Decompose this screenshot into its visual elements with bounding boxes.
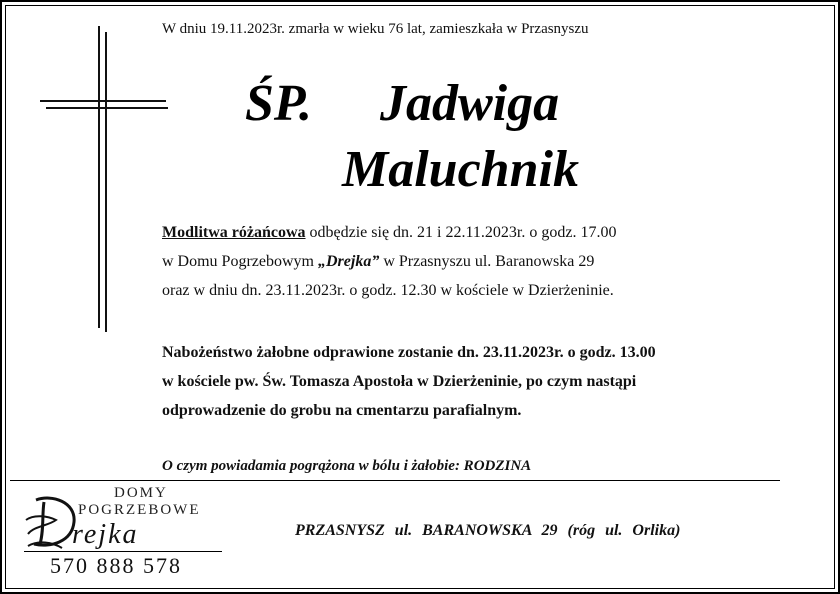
rosary-line-1-text: odbędzie się dn. 21 i 22.11.2023r. o godz. 17.00 (305, 224, 617, 241)
logo-underline (24, 551, 222, 552)
deceased-first-name: Jadwiga (380, 75, 560, 132)
cross-horizontal-line (40, 100, 166, 102)
logo-pogrzebowe-text: POGRZEBOWE (78, 502, 201, 518)
rosary-line-2 (162, 247, 616, 276)
funeral-home-address: PRZASNYSZ ul. BARANOWSKA 29 (róg ul. Orlika) (295, 522, 681, 539)
deceased-title: ŚP. (245, 75, 312, 132)
rosary-paragraph (162, 218, 616, 305)
deceased-last-name: Maluchnik (342, 141, 579, 198)
cross-vertical-line (98, 26, 100, 328)
funeral-home-name: „Drejka” (317, 253, 380, 270)
rosary-line-3: oraz w dniu dn. 23.11.2023r. o godz. 12.30 w kościele w Dzierżeninie. (162, 282, 614, 299)
cross-horizontal-line (46, 107, 168, 109)
mass-paragraph (162, 338, 656, 425)
family-notice: O czym powiadamia pogrążona w bólu i żałobie: RODZINA (162, 458, 532, 474)
rosary-line-2-text: w Domu Pogrzebowym (162, 253, 318, 270)
rosary-line-2-address: w Przasnyszu ul. Baranowska 29 (379, 253, 595, 270)
logo-rejka-text: rejka (72, 519, 139, 550)
logo-domy-text: DOMY (114, 485, 168, 501)
mass-line-3: odprowadzenie do grobu na cmentarzu parafialnym. (162, 402, 522, 419)
cross-vertical-line (105, 32, 107, 332)
mass-line-1: Nabożeństwo żałobne odprawione zostanie dn. 23.11.2023r. o godz. 13.00 (162, 344, 656, 361)
divider (10, 480, 780, 481)
mass-line-2: w kościele pw. Św. Tomasza Apostoła w Dzierżeninie, po czym nastąpi (162, 373, 637, 390)
phone-number: 570 888 578 (50, 553, 182, 578)
intro-text: W dniu 19.11.2023r. zmarła w wieku 76 lat, zamieszkała w Przasnyszu (162, 21, 589, 37)
rosary-line-1 (162, 218, 616, 247)
rosary-label: Modlitwa różańcowa (162, 224, 306, 241)
